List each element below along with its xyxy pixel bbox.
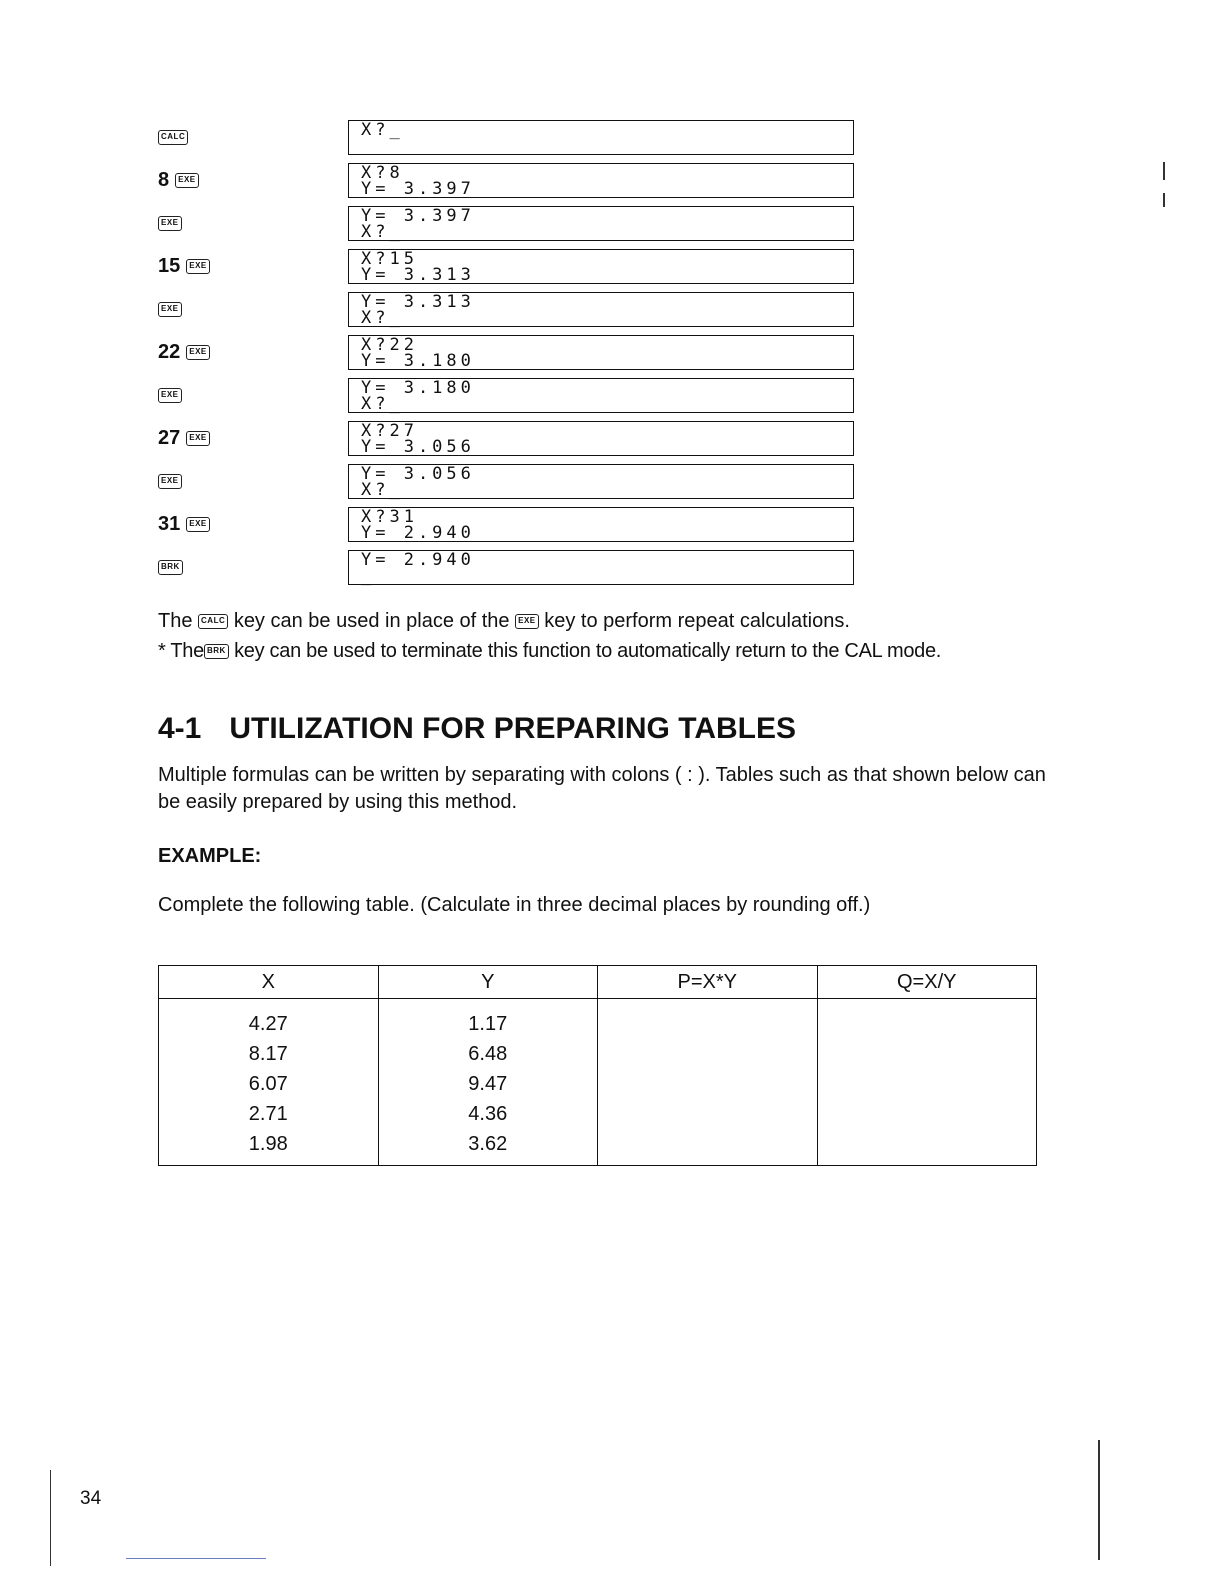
lcd-line: Y= 2.940 xyxy=(361,550,475,570)
exe-key-icon: EXE xyxy=(158,216,182,231)
table-cell xyxy=(817,1069,1037,1099)
lcd-display xyxy=(348,464,854,499)
lcd-display xyxy=(348,335,854,370)
example-instruction: Complete the following table. (Calculate in three decimal places by rounding off.) xyxy=(158,894,871,916)
table-cell: 4.36 xyxy=(378,1099,598,1129)
exe-key-icon: EXE xyxy=(186,259,210,274)
keystroke-step xyxy=(158,334,210,370)
lcd-display xyxy=(348,120,854,155)
table-header-row xyxy=(159,966,1037,999)
right-mark-1 xyxy=(1163,162,1165,180)
lcd-line: X?8 xyxy=(361,163,404,183)
keystroke-step xyxy=(158,377,182,413)
lcd-display xyxy=(348,163,854,198)
table-cell xyxy=(598,999,818,1040)
step-number: 31 xyxy=(158,512,181,535)
lcd-line: Y= 3.056 xyxy=(361,464,475,484)
exe-key-icon: EXE xyxy=(175,173,199,188)
step-number: 8 xyxy=(158,168,170,191)
step-number: 27 xyxy=(158,426,181,449)
lcd-display xyxy=(348,206,854,241)
table-cell xyxy=(598,1039,818,1069)
lcd-line: Y= 3.397 xyxy=(361,179,475,199)
table-cell: 3.62 xyxy=(378,1129,598,1166)
section-heading xyxy=(158,712,796,746)
table-cell: 6.48 xyxy=(378,1039,598,1069)
calc-key-icon: CALC xyxy=(158,130,188,145)
keystroke-step xyxy=(158,463,182,499)
table-cell xyxy=(817,1039,1037,1069)
lcd-display xyxy=(348,292,854,327)
lcd-line: Y= 3.313 xyxy=(361,292,475,312)
table-cell: 1.17 xyxy=(378,999,598,1040)
lcd-line: X?27 xyxy=(361,421,418,441)
table-cell xyxy=(598,1069,818,1099)
header-x: X xyxy=(159,966,379,999)
header-y: Y xyxy=(378,966,598,999)
header-q: Q=X/Y xyxy=(817,966,1037,999)
exe-key-icon: EXE xyxy=(186,431,210,446)
lcd-line xyxy=(361,138,853,154)
lcd-line: X?_ xyxy=(361,222,404,242)
table-cell xyxy=(817,1099,1037,1129)
table-cell xyxy=(817,999,1037,1040)
lcd-display xyxy=(348,378,854,413)
table-body xyxy=(159,999,1037,1166)
lcd-line: Y= 3.056 xyxy=(361,437,475,457)
right-mark-2 xyxy=(1163,193,1165,207)
table-cell: 9.47 xyxy=(378,1069,598,1099)
table-cell: 4.27 xyxy=(159,999,379,1040)
table-cell xyxy=(598,1099,818,1129)
keystroke-step xyxy=(158,248,210,284)
page-number: 34 xyxy=(80,1488,102,1509)
keystroke-step xyxy=(158,162,199,198)
lcd-line: X?31 xyxy=(361,507,418,527)
note-calc-key: The CALC key can be used in place of the EXE key to perform repeat calculations. xyxy=(158,610,850,632)
table-cell xyxy=(817,1129,1037,1166)
right-edge-line xyxy=(1098,1440,1100,1560)
lcd-display xyxy=(348,421,854,456)
lcd-display xyxy=(348,249,854,284)
lcd-display xyxy=(348,550,854,585)
exe-key-icon: EXE xyxy=(158,474,182,489)
lcd-line: Y= 3.180 xyxy=(361,378,475,398)
lcd-line: X?_ xyxy=(361,120,404,140)
table-row xyxy=(159,1099,1037,1129)
table-cell: 6.07 xyxy=(159,1069,379,1099)
step-number: 15 xyxy=(158,254,181,277)
example-table xyxy=(158,965,1037,1166)
keystroke-step xyxy=(158,205,182,241)
table-cell: 1.98 xyxy=(159,1129,379,1166)
left-margin-line xyxy=(50,1470,51,1566)
exe-key-icon: EXE xyxy=(186,517,210,532)
header-p: P=X*Y xyxy=(598,966,818,999)
lcd-line: X?_ xyxy=(361,394,404,414)
table-cell: 8.17 xyxy=(159,1039,379,1069)
table-row xyxy=(159,1069,1037,1099)
lcd-line: X?22 xyxy=(361,335,418,355)
keystroke-step xyxy=(158,549,183,585)
section-intro: Multiple formulas can be written by separating with colons ( : ). Tables such as that shown below can be easily prepared by using this method. xyxy=(158,764,1046,813)
lcd-line: X?_ xyxy=(361,308,404,328)
keystroke-step xyxy=(158,506,210,542)
lcd-line: _ xyxy=(361,566,376,586)
exe-key-icon: EXE xyxy=(186,345,210,360)
keystroke-step xyxy=(158,291,182,327)
keystroke-step xyxy=(158,420,210,456)
table-row xyxy=(159,1039,1037,1069)
calc-key-icon: CALC xyxy=(198,614,228,629)
table-row xyxy=(159,1129,1037,1166)
brk-key-icon: BRK xyxy=(158,560,183,575)
table-cell: 2.71 xyxy=(159,1099,379,1129)
example-label: EXAMPLE: xyxy=(158,845,262,867)
lcd-line: Y= 3.180 xyxy=(361,351,475,371)
brk-key-icon: BRK xyxy=(204,644,229,659)
lcd-display xyxy=(348,507,854,542)
lcd-line: Y= 2.940 xyxy=(361,523,475,543)
bottom-margin-line xyxy=(126,1558,266,1559)
lcd-line: Y= 3.313 xyxy=(361,265,475,285)
step-number: 22 xyxy=(158,340,181,363)
table-row xyxy=(159,999,1037,1040)
lcd-line: Y= 3.397 xyxy=(361,206,475,226)
lcd-line: X?15 xyxy=(361,249,418,269)
note-brk-key: * The BRK key can be used to terminate this function to automatically return to the CAL mode. xyxy=(158,640,942,662)
table-cell xyxy=(598,1129,818,1166)
exe-key-icon: EXE xyxy=(158,302,182,317)
section-title: UTILIZATION FOR PREPARING TABLES xyxy=(229,712,797,745)
section-number: 4-1 xyxy=(158,712,202,745)
exe-key-icon: EXE xyxy=(515,614,539,629)
exe-key-icon: EXE xyxy=(158,388,182,403)
lcd-line: X?_ xyxy=(361,480,404,500)
keystroke-step xyxy=(158,119,188,155)
